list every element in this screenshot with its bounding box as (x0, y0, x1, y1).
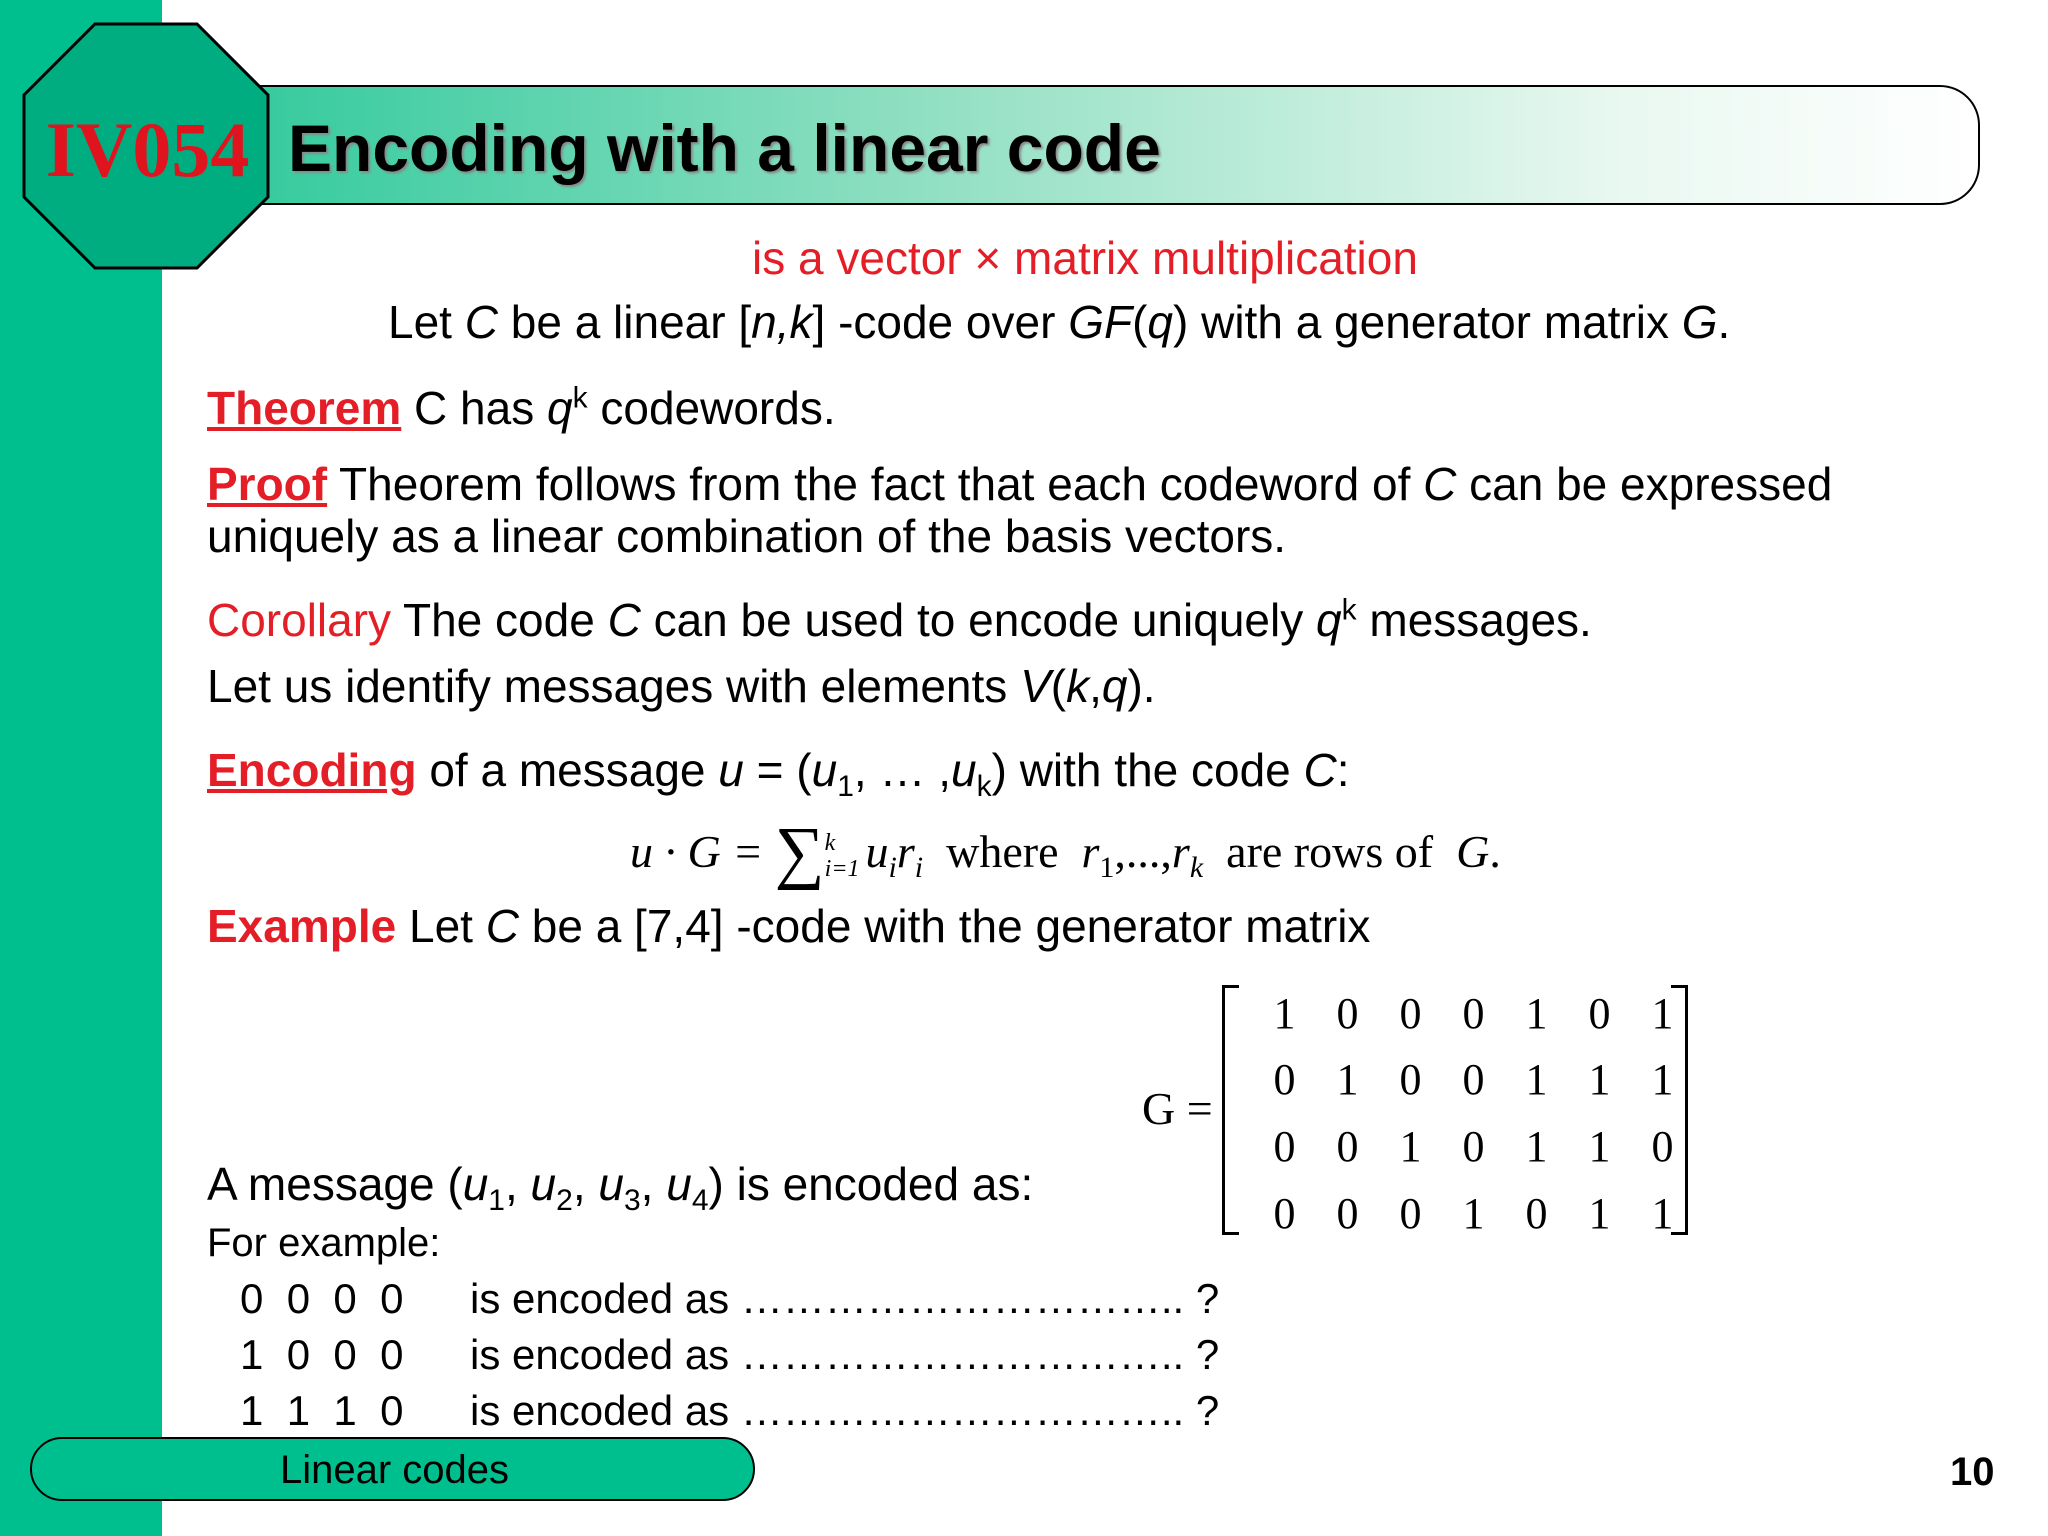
proof-text: Theorem follows from the fact that each codeword of (327, 458, 1424, 510)
example-var-c: C (485, 900, 519, 952)
intro-line (388, 296, 1730, 348)
matrix-row (1253, 989, 1694, 1039)
matrix-cell: 1 (1588, 1189, 1611, 1238)
proof-label: Proof (207, 458, 328, 510)
identify-text: , (1089, 660, 1102, 712)
matrix-cell: 0 (1588, 989, 1611, 1038)
encoding-sub-k: k (976, 770, 992, 804)
corollary-text: can be used to encode uniquely (640, 594, 1316, 646)
identify-var-k: k (1066, 660, 1090, 712)
matrix-cell: 0 (1462, 989, 1485, 1038)
example-bits: 0 0 0 0 (240, 1275, 404, 1322)
formula-g: G (1456, 826, 1490, 877)
example-text: be a [7,4] -code with the generator matrix (518, 900, 1371, 952)
formula-tail: are rows of (1203, 826, 1457, 877)
matrix-row (1253, 1122, 1694, 1172)
slide-title: Encoding with a linear code (288, 111, 1161, 185)
formula-dots: ,..., (1114, 826, 1172, 877)
example-bits: 1 1 1 0 (240, 1387, 404, 1434)
formula-sum-upper: k (824, 830, 836, 857)
encoding-var-u1: u (811, 744, 838, 796)
formula-sum-lower: i=1 (824, 856, 860, 883)
encoding-formula (630, 814, 1501, 891)
matrix-cell: 0 (1336, 989, 1359, 1038)
matrix-cell: 1 (1336, 1055, 1359, 1104)
message-sub: 1 (488, 1184, 505, 1218)
encoding-text: ) with the code (991, 744, 1304, 796)
identify-var-q: q (1101, 660, 1128, 712)
theorem-label: Theorem (207, 382, 402, 434)
theorem-exp-k: k (572, 381, 588, 415)
formula-term-u: u (865, 826, 889, 877)
matrix-cell: 1 (1588, 1055, 1611, 1104)
example-row (240, 1274, 1219, 1324)
matrix-cell: 0 (1399, 1055, 1422, 1104)
identify-line (207, 660, 1156, 712)
formula-r1: r (1081, 826, 1100, 877)
message-line (207, 1158, 1034, 1218)
formula-rk-sub: k (1189, 851, 1204, 885)
encoding-label: Encoding (207, 744, 417, 796)
matrix-cell: 0 (1273, 1055, 1296, 1104)
intro-var-c: C (464, 296, 498, 348)
example-line (207, 900, 1370, 952)
matrix-cell: 0 (1462, 1055, 1485, 1104)
intro-text: . (1717, 296, 1731, 348)
example-row (240, 1330, 1219, 1380)
corollary-label: Corollary (207, 594, 392, 646)
encoding-text: , … , (853, 744, 952, 796)
intro-var-g: G (1681, 296, 1718, 348)
footer-label: Linear codes (280, 1448, 510, 1492)
matrix-cell: 0 (1525, 1189, 1548, 1238)
message-var-u: u (666, 1158, 692, 1210)
message-text: , (572, 1158, 599, 1210)
formula-end: . (1489, 826, 1501, 877)
page-number: 10 (1950, 1450, 1995, 1494)
subtitle-red: is a vector × matrix multiplication (752, 232, 1418, 284)
matrix-cell: 0 (1273, 1189, 1296, 1238)
matrix-cell: 1 (1525, 1122, 1548, 1171)
matrix-label: G = (1142, 1083, 1213, 1134)
matrix-row (1253, 1055, 1694, 1105)
matrix-cell: 0 (1273, 1122, 1296, 1171)
generator-matrix (1222, 985, 1688, 1238)
formula-r1-sub: 1 (1099, 851, 1115, 885)
message-text: , (504, 1158, 531, 1210)
intro-text: ) with a generator matrix (1173, 296, 1682, 348)
formula-rk: r (1171, 826, 1190, 877)
for-example-label: For example: (207, 1221, 441, 1265)
encoding-var-u: u (718, 744, 744, 796)
encoding-var-c: C (1303, 744, 1337, 796)
formula-term-sub: i (914, 851, 924, 885)
matrix-cell: 1 (1462, 1189, 1485, 1238)
encoding-sub-1: 1 (837, 770, 854, 804)
intro-text: Let (388, 296, 465, 348)
matrix-cell: 1 (1399, 1122, 1422, 1171)
formula-term-r: r (896, 826, 915, 877)
message-text: , (640, 1158, 667, 1210)
encoding-text: of a message (416, 744, 719, 796)
matrix-cell: 0 (1651, 1122, 1674, 1171)
formula-sum-limits (825, 830, 860, 882)
corollary-text: The code (391, 594, 608, 646)
proof-var-c: C (1423, 458, 1457, 510)
encoding-text: : (1336, 744, 1350, 796)
corollary-exp-k: k (1341, 593, 1357, 627)
matrix-cell: 0 (1462, 1122, 1485, 1171)
matrix-cell: 0 (1336, 1189, 1359, 1238)
matrix-cell: 1 (1525, 989, 1548, 1038)
intro-text: ] -code over (812, 296, 1069, 348)
message-var-u: u (598, 1158, 624, 1210)
matrix-cell: 1 (1588, 1122, 1611, 1171)
identify-text: ). (1127, 660, 1156, 712)
formula-where: where (923, 826, 1082, 877)
corollary-var-c: C (607, 594, 641, 646)
example-encoded-text: is encoded as ………………………….. ? (470, 1275, 1220, 1322)
intro-text: be a linear [ (497, 296, 752, 348)
message-text: ) is encoded as: (708, 1158, 1034, 1210)
identify-var-v: V (1020, 660, 1051, 712)
example-encoded-text: is encoded as ………………………….. ? (470, 1387, 1220, 1434)
example-text: Let (396, 900, 486, 952)
theorem-var-q: q (547, 382, 573, 434)
matrix-cell: 1 (1651, 1189, 1674, 1238)
message-text: A message ( (207, 1158, 463, 1210)
message-var-u: u (462, 1158, 489, 1210)
course-code: IV054 (45, 106, 250, 193)
matrix-cell: 1 (1651, 989, 1674, 1038)
intro-var-gf: GF (1068, 296, 1133, 348)
corollary-text: messages. (1356, 594, 1592, 646)
encoding-line (207, 744, 1350, 804)
intro-text: ( (1132, 296, 1148, 348)
formula-sum-symbol: ∑ (774, 814, 825, 891)
message-sub: 2 (556, 1184, 573, 1218)
theorem-text: codewords. (587, 382, 836, 434)
corollary-line (207, 594, 1592, 646)
matrix-cell: 1 (1651, 1055, 1674, 1104)
message-sub: 3 (623, 1184, 641, 1218)
formula-lhs: u · G = (630, 826, 775, 877)
formula-term-sub: i (888, 851, 897, 885)
matrix-cell: 0 (1399, 989, 1422, 1038)
corollary-var-q: q (1316, 594, 1342, 646)
matrix-row (1253, 1189, 1694, 1239)
proof-text: can be expressed (1456, 458, 1833, 510)
matrix-cell: 0 (1336, 1122, 1359, 1171)
proof-line-2: uniquely as a linear combination of the basis vectors. (207, 510, 1287, 562)
example-bits: 1 0 0 0 (240, 1331, 404, 1378)
theorem-text: C has (401, 382, 547, 434)
identify-text: Let us identify messages with elements (207, 660, 1021, 712)
identify-text: ( (1050, 660, 1067, 712)
encoding-var-uk: u (951, 744, 977, 796)
matrix-cell: 1 (1273, 989, 1296, 1038)
intro-var-nk: n,k (751, 296, 813, 348)
proof-line-1 (207, 458, 1832, 510)
message-var-u: u (530, 1158, 557, 1210)
matrix-cell: 1 (1525, 1055, 1548, 1104)
matrix-cell: 0 (1399, 1189, 1422, 1238)
example-row (240, 1386, 1219, 1436)
message-sub: 4 (691, 1184, 709, 1218)
encoding-text: = ( (743, 744, 812, 796)
intro-var-q: q (1147, 296, 1174, 348)
example-label: Example (207, 900, 397, 952)
example-encoded-text: is encoded as ………………………….. ? (470, 1331, 1220, 1378)
theorem-line (207, 382, 836, 434)
